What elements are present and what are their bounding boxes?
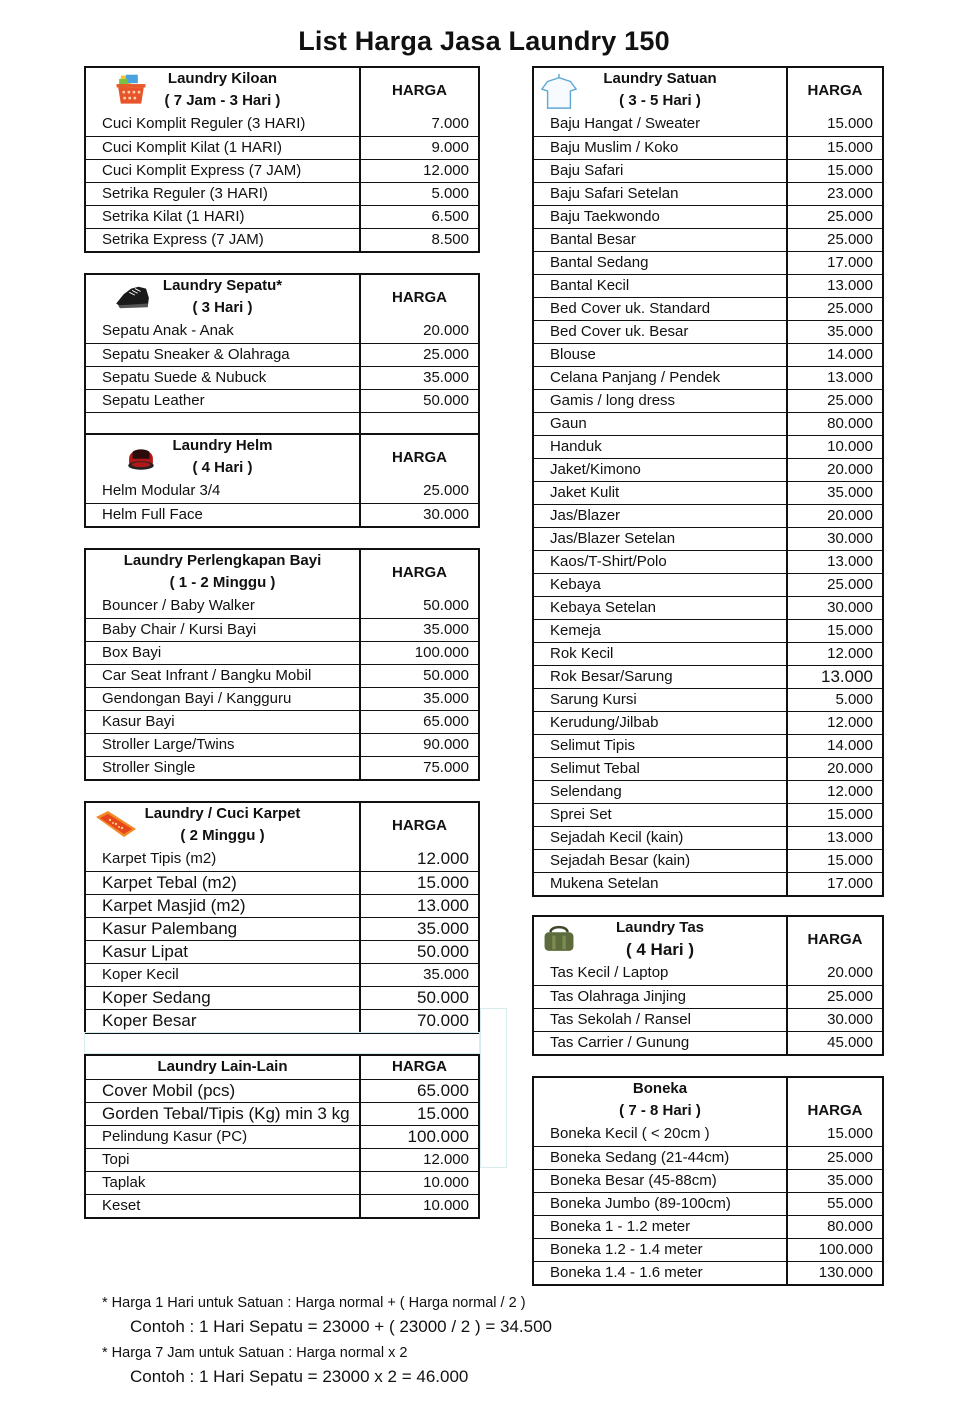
table-body: [86, 848, 478, 1032]
price-column-header: HARGA: [359, 435, 478, 480]
faint-gridline: [480, 1008, 507, 1168]
table-row: Koper Besar 70.000: [86, 1009, 478, 1032]
table-subtitle: ( 2 Minggu ): [180, 827, 265, 844]
table-row: Setrika Express (7 JAM) 8.500: [86, 228, 478, 251]
table-laundry-perlengkapan-bayi: [84, 548, 480, 781]
table-row: Karpet Tipis (m2) 12.000: [86, 848, 478, 871]
table-title: Boneka: [632, 1080, 688, 1097]
table-row: Baju Muslim / Koko 15.000: [534, 136, 882, 159]
table-subtitle: ( 4 Hari ): [625, 940, 695, 959]
table-row: Gaun 80.000: [534, 412, 882, 435]
table-row: Setrika Kilat (1 HARI) 6.500: [86, 205, 478, 228]
table-row: Bantal Sedang 17.000: [534, 251, 882, 274]
helmet-icon: [124, 441, 158, 473]
table-row: Baju Hangat / Sweater 15.000: [534, 113, 882, 136]
price-column-header: HARGA: [359, 275, 478, 320]
table-row: Karpet Masjid (m2) 13.000: [86, 894, 478, 917]
table-row: Helm Modular 3/4 25.000: [86, 480, 478, 503]
table-row: Car Seat Infrant / Bangku Mobil 50.000: [86, 664, 478, 687]
table-laundry-tas: [532, 915, 884, 1056]
table-row: Helm Full Face 30.000: [86, 503, 478, 526]
table-row: Rok Kecil 12.000: [534, 642, 882, 665]
table-row: Boneka Besar (45-88cm) 35.000: [534, 1169, 882, 1192]
table-laundry-satuan: [532, 66, 884, 897]
table-row: Kasur Palembang 35.000: [86, 917, 478, 940]
shirt-hanger-icon: [540, 72, 578, 110]
table-row: Boneka 1.4 - 1.6 meter 130.000: [534, 1261, 882, 1284]
table-row: Gendongan Bayi / Kangguru 35.000: [86, 687, 478, 710]
table-row: Jaket/Kimono 20.000: [534, 458, 882, 481]
carpet-icon: [94, 809, 138, 839]
note-line: * Harga 1 Hari untuk Satuan : Harga normal + ( Harga normal / 2 ): [102, 1295, 526, 1311]
table-row: Jas/Blazer 20.000: [534, 504, 882, 527]
table-row: Boneka 1.2 - 1.4 meter 100.000: [534, 1238, 882, 1261]
table-title: Laundry Perlengkapan Bayi: [123, 552, 322, 569]
table-row: Cuci Komplit Express (7 JAM) 12.000: [86, 159, 478, 182]
table-header: [86, 803, 478, 848]
table-laundry-karpet: [84, 801, 480, 1034]
table-row: Sepatu Leather 50.000: [86, 389, 478, 412]
table-row: Kebaya Setelan 30.000: [534, 596, 882, 619]
table-row: Koper Kecil 35.000: [86, 963, 478, 986]
table-row: Sepatu Suede & Nubuck 35.000: [86, 366, 478, 389]
table-title: Laundry Tas: [615, 919, 705, 936]
table-row: Tas Sekolah / Ransel 30.000: [534, 1008, 882, 1031]
table-row: Stroller Single 75.000: [86, 756, 478, 779]
table-header: [534, 68, 882, 113]
table-row: Selimut Tebal 20.000: [534, 757, 882, 780]
table-row: Jas/Blazer Setelan 30.000: [534, 527, 882, 550]
table-row: Kasur Bayi 65.000: [86, 710, 478, 733]
table-subtitle: ( 3 Hari ): [192, 299, 253, 316]
table-body: [86, 595, 478, 779]
table-row: Cuci Komplit Kilat (1 HARI) 9.000: [86, 136, 478, 159]
table-row: Boneka Jumbo (89-100cm) 55.000: [534, 1192, 882, 1215]
note-line: * Harga 7 Jam untuk Satuan : Harga normal x 2: [102, 1345, 408, 1361]
table-header: [86, 275, 478, 320]
table-row: Kerudung/Jilbab 12.000: [534, 711, 882, 734]
table-row: Bed Cover uk. Besar 35.000: [534, 320, 882, 343]
table-body: [86, 113, 478, 251]
table-row: Tas Carrier / Gunung 45.000: [534, 1031, 882, 1054]
table-row: Cuci Komplit Reguler (3 HARI) 7.000: [86, 113, 478, 136]
table-body: [534, 113, 882, 895]
table-laundry-sepatu: [84, 273, 480, 437]
table-title: Laundry Kiloan: [167, 70, 278, 87]
table-title: Laundry Satuan: [603, 70, 717, 87]
table-subtitle: ( 1 - 2 Minggu ): [169, 574, 276, 591]
bag-icon: [542, 923, 576, 955]
table-body: [86, 320, 478, 435]
price-column-header: HARGA: [786, 1078, 882, 1123]
table-row: Pelindung Kasur (PC) 100.000: [86, 1125, 478, 1148]
table-row: Taplak 10.000: [86, 1171, 478, 1194]
table-title: Laundry Helm: [172, 437, 273, 454]
table-row: Bantal Kecil 13.000: [534, 274, 882, 297]
table-row: Koper Sedang 50.000: [86, 986, 478, 1009]
price-column-header: HARGA: [359, 1056, 478, 1079]
table-row: Gorden Tebal/Tipis (Kg) min 3 kg 15.000: [86, 1102, 478, 1125]
table-row: Stroller Large/Twins 90.000: [86, 733, 478, 756]
table-row: Rok Besar/Sarung 13.000: [534, 665, 882, 688]
table-subtitle: ( 7 Jam - 3 Hari ): [164, 92, 281, 109]
table-row: Karpet Tebal (m2) 15.000: [86, 871, 478, 894]
table-row: Sejadah Kecil (kain) 13.000: [534, 826, 882, 849]
table-boneka: [532, 1076, 884, 1286]
price-column-header: HARGA: [359, 68, 478, 113]
table-subtitle: ( 3 - 5 Hari ): [619, 92, 701, 109]
table-body: [86, 480, 478, 526]
table-row: Baju Safari 15.000: [534, 159, 882, 182]
sneaker-icon: [114, 283, 152, 311]
table-row: Selendang 12.000: [534, 780, 882, 803]
table-row: Cover Mobil (pcs) 65.000: [86, 1079, 478, 1102]
table-header: [534, 917, 882, 962]
price-column-header: HARGA: [359, 550, 478, 595]
table-laundry-kiloan: [84, 66, 480, 253]
table-laundry-helm: [84, 433, 480, 528]
note-example: Contoh : 1 Hari Sepatu = 23000 x 2 = 46.000: [130, 1367, 469, 1386]
table-laundry-lain-lain: [84, 1054, 480, 1219]
table-row: Box Bayi 100.000: [86, 641, 478, 664]
table-row: Baju Safari Setelan 23.000: [534, 182, 882, 205]
table-row: Baju Taekwondo 25.000: [534, 205, 882, 228]
table-row: Sepatu Anak - Anak 20.000: [86, 320, 478, 343]
table-title: Laundry Lain-Lain: [157, 1058, 288, 1075]
table-row: Boneka Kecil ( < 20cm ) 15.000: [534, 1123, 882, 1146]
table-row: Gamis / long dress 25.000: [534, 389, 882, 412]
table-row: Topi 12.000: [86, 1148, 478, 1171]
table-header: [86, 68, 478, 113]
table-title: Laundry / Cuci Karpet: [144, 805, 301, 822]
table-header: [86, 550, 478, 595]
table-row: Blouse 14.000: [534, 343, 882, 366]
table-body: [534, 962, 882, 1054]
table-row: Sprei Set 15.000: [534, 803, 882, 826]
table-row: Sejadah Besar (kain) 15.000: [534, 849, 882, 872]
laundry-basket-icon: [114, 72, 148, 108]
note-example: Contoh : 1 Hari Sepatu = 23000 + ( 23000 / 2 ) = 34.500: [130, 1317, 552, 1336]
table-row: Baby Chair / Kursi Bayi 35.000: [86, 618, 478, 641]
table-row: Tas Olahraga Jinjing 25.000: [534, 985, 882, 1008]
price-column-header: HARGA: [786, 68, 882, 113]
table-row: Boneka 1 - 1.2 meter 80.000: [534, 1215, 882, 1238]
table-row: Setrika Reguler (3 HARI) 5.000: [86, 182, 478, 205]
table-row: Kebaya 25.000: [534, 573, 882, 596]
table-row: Handuk 10.000: [534, 435, 882, 458]
table-row: Bed Cover uk. Standard 25.000: [534, 297, 882, 320]
table-body: [534, 1123, 882, 1284]
table-row: Kemeja 15.000: [534, 619, 882, 642]
table-row-empty: [86, 412, 478, 435]
table-row: Jaket Kulit 35.000: [534, 481, 882, 504]
table-title: Laundry Sepatu*: [162, 277, 283, 294]
table-header: [534, 1078, 882, 1123]
table-header: [86, 1056, 478, 1079]
table-row: Kasur Lipat 50.000: [86, 940, 478, 963]
table-row: Keset 10.000: [86, 1194, 478, 1217]
table-header: [86, 435, 478, 480]
table-row: Bouncer / Baby Walker 50.000: [86, 595, 478, 618]
faint-gridline: [84, 1032, 480, 1054]
price-column-header: HARGA: [786, 917, 882, 962]
price-column-header: HARGA: [359, 803, 478, 848]
table-row: Boneka Sedang (21-44cm) 25.000: [534, 1146, 882, 1169]
table-subtitle: ( 4 Hari ): [192, 459, 253, 476]
pricing-notes: [102, 1292, 552, 1392]
table-subtitle: ( 7 - 8 Hari ): [619, 1102, 701, 1119]
table-row: Sarung Kursi 5.000: [534, 688, 882, 711]
page-title: List Harga Jasa Laundry 150: [298, 26, 670, 56]
table-row: Celana Panjang / Pendek 13.000: [534, 366, 882, 389]
table-row: Kaos/T-Shirt/Polo 13.000: [534, 550, 882, 573]
table-row: Sepatu Sneaker & Olahraga 25.000: [86, 343, 478, 366]
table-row: Mukena Setelan 17.000: [534, 872, 882, 895]
table-row: Bantal Besar 25.000: [534, 228, 882, 251]
table-row: Tas Kecil / Laptop 20.000: [534, 962, 882, 985]
table-row: Selimut Tipis 14.000: [534, 734, 882, 757]
